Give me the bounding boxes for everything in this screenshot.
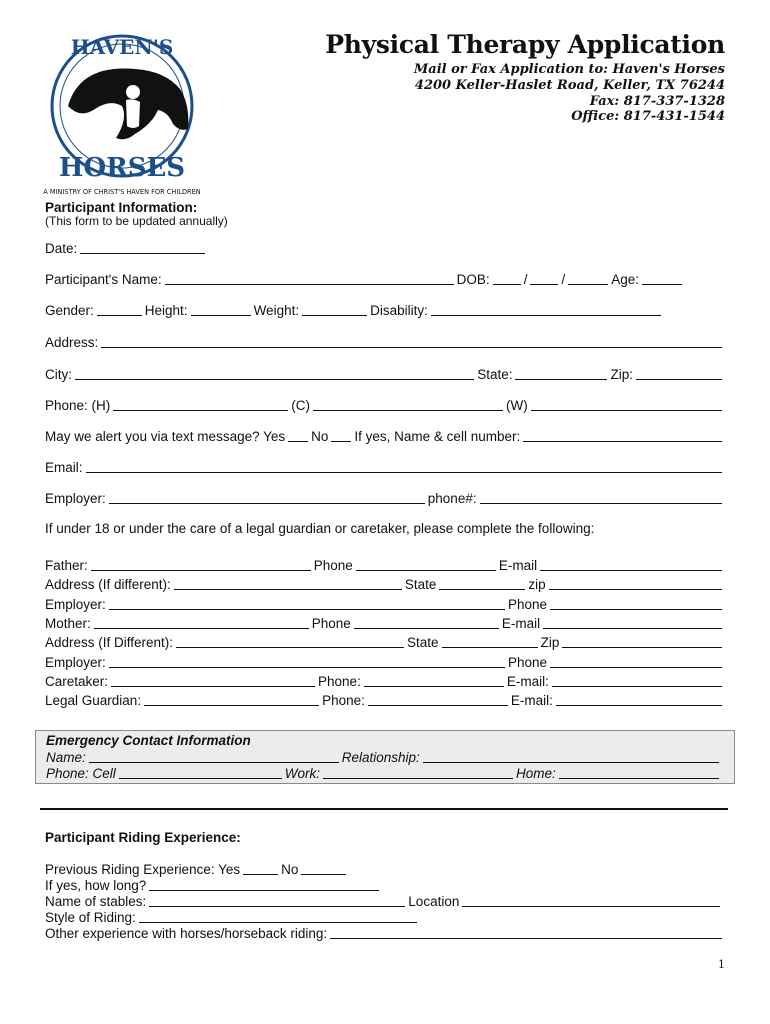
weight-label: Weight: bbox=[253, 303, 300, 318]
phone-cell-label: (C) bbox=[291, 398, 311, 413]
address-field[interactable] bbox=[101, 334, 722, 348]
city-field[interactable] bbox=[75, 366, 474, 380]
how-long-label: If yes, how long? bbox=[45, 878, 147, 893]
emergency-work-field[interactable] bbox=[323, 765, 513, 779]
previous-no-label: No bbox=[281, 862, 299, 877]
caretaker-phone-field[interactable] bbox=[364, 673, 504, 687]
other-experience-field[interactable] bbox=[330, 925, 722, 939]
address-line: 4200 Keller-Haslet Road, Keller, TX 76244 bbox=[414, 78, 725, 93]
legal-guardian-email-field[interactable] bbox=[556, 692, 722, 706]
dob-slash: / bbox=[561, 272, 566, 287]
riding-heading: Participant Riding Experience: bbox=[45, 830, 241, 845]
stables-label: Name of stables: bbox=[45, 894, 147, 909]
emergency-phone-row bbox=[46, 765, 722, 781]
dob-slash: / bbox=[523, 272, 528, 287]
date-row bbox=[45, 240, 725, 256]
father-label: Father: bbox=[45, 558, 88, 573]
mother-zip-label: Zip bbox=[540, 635, 560, 650]
participant-note: (This form to be updated annually) bbox=[45, 214, 228, 228]
employer-phone-field[interactable] bbox=[480, 490, 722, 504]
father-field[interactable] bbox=[91, 557, 311, 571]
location-field[interactable] bbox=[462, 893, 720, 907]
text-alert-question: May we alert you via text message? Yes bbox=[45, 429, 286, 444]
father-employer-row bbox=[45, 596, 725, 612]
guardian-intro: If under 18 or under the care of a legal guardian or caretaker, please complete the following: bbox=[45, 521, 595, 536]
age-label: Age: bbox=[611, 272, 639, 287]
father-employer-field[interactable] bbox=[109, 596, 505, 610]
employer-row bbox=[45, 490, 725, 506]
mother-state-field[interactable] bbox=[442, 634, 538, 648]
employer-field[interactable] bbox=[109, 490, 425, 504]
mother-address-label: Address (If Different): bbox=[45, 635, 174, 650]
father-phone-field[interactable] bbox=[356, 557, 496, 571]
age-field[interactable] bbox=[642, 271, 682, 285]
weight-field[interactable] bbox=[302, 302, 367, 316]
other-experience-row bbox=[45, 925, 725, 941]
zip-field[interactable] bbox=[636, 366, 722, 380]
employer-label: Employer: bbox=[45, 491, 106, 506]
legal-guardian-row bbox=[45, 692, 725, 708]
father-email-label: E-mail bbox=[498, 558, 538, 573]
stables-row bbox=[45, 893, 725, 909]
location-label: Location bbox=[408, 894, 460, 909]
mother-address-row bbox=[45, 634, 725, 650]
father-zip-field[interactable] bbox=[549, 576, 722, 590]
text-no-label: No bbox=[311, 429, 329, 444]
phone-row bbox=[45, 397, 725, 413]
mother-row bbox=[45, 615, 725, 631]
text-no-field[interactable] bbox=[331, 428, 351, 442]
legal-guardian-email-label: E-mail: bbox=[510, 693, 553, 708]
how-long-row bbox=[45, 877, 725, 893]
father-employer-label: Employer: bbox=[45, 597, 106, 612]
previous-yes-field[interactable] bbox=[243, 861, 278, 875]
mother-employer-phone-label: Phone bbox=[507, 655, 547, 670]
email-label: Email: bbox=[45, 460, 83, 475]
employer-phone-label: phone#: bbox=[427, 491, 477, 506]
legal-guardian-phone-label: Phone: bbox=[322, 693, 365, 708]
father-zip-label: zip bbox=[528, 577, 546, 592]
mother-employer-field[interactable] bbox=[109, 654, 505, 668]
city-label: City: bbox=[45, 367, 72, 382]
previous-riding-row bbox=[45, 861, 725, 877]
phone-work-field[interactable] bbox=[531, 397, 722, 411]
if-yes-label: If yes, Name & cell number: bbox=[354, 429, 521, 444]
emergency-contact-box bbox=[35, 730, 735, 784]
relationship-label: Relationship: bbox=[341, 750, 420, 765]
city-row bbox=[45, 366, 725, 382]
height-field[interactable] bbox=[191, 302, 251, 316]
gender-label: Gender: bbox=[45, 303, 94, 318]
father-address-label: Address (If different): bbox=[45, 577, 171, 592]
mother-zip-field[interactable] bbox=[562, 634, 722, 648]
phone-home-label: Phone: (H) bbox=[45, 398, 111, 413]
father-email-field[interactable] bbox=[540, 557, 722, 571]
mother-field[interactable] bbox=[94, 615, 309, 629]
emergency-work-label: Work: bbox=[284, 766, 321, 781]
previous-riding-label: Previous Riding Experience: Yes bbox=[45, 862, 241, 877]
caretaker-label: Caretaker: bbox=[45, 674, 109, 689]
mother-phone-field[interactable] bbox=[354, 615, 499, 629]
previous-no-field[interactable] bbox=[301, 861, 346, 875]
page-title: Physical Therapy Application bbox=[325, 30, 725, 59]
mother-address-field[interactable] bbox=[176, 634, 404, 648]
state-label: State: bbox=[477, 367, 513, 382]
caretaker-email-label: E-mail: bbox=[506, 674, 549, 689]
mother-email-label: E-mail bbox=[501, 616, 541, 631]
style-label: Style of Riding: bbox=[45, 910, 136, 925]
cell-number-field[interactable] bbox=[523, 428, 722, 442]
disability-label: Disability: bbox=[370, 303, 428, 318]
logo-top-text: HAVEN'S bbox=[70, 35, 174, 59]
emergency-home-label: Home: bbox=[516, 766, 556, 781]
mother-phone-label: Phone bbox=[311, 616, 351, 631]
office-line: Office: 817-431-1544 bbox=[571, 109, 725, 124]
father-address-field[interactable] bbox=[174, 576, 402, 590]
date-field[interactable] bbox=[80, 240, 205, 254]
participant-heading: Participant Information: bbox=[45, 200, 198, 215]
how-long-field[interactable] bbox=[149, 877, 379, 891]
name-label: Participant's Name: bbox=[45, 272, 162, 287]
mother-email-field[interactable] bbox=[543, 615, 722, 629]
disability-field[interactable] bbox=[431, 302, 661, 316]
mail-line: Mail or Fax Application to: Haven's Horses bbox=[413, 62, 725, 77]
mother-state-label: State bbox=[407, 635, 439, 650]
phone-home-field[interactable] bbox=[113, 397, 288, 411]
emergency-name-label: Name: bbox=[46, 750, 86, 765]
stables-field[interactable] bbox=[149, 893, 405, 907]
caretaker-email-field[interactable] bbox=[552, 673, 722, 687]
father-employer-phone-field[interactable] bbox=[550, 596, 722, 610]
mother-employer-label: Employer: bbox=[45, 655, 106, 670]
style-field[interactable] bbox=[139, 909, 417, 923]
dob-year-field[interactable] bbox=[568, 271, 608, 285]
logo-ring-text: A MINISTRY OF CHRIST'S HAVEN FOR CHILDREN bbox=[43, 188, 201, 196]
dob-day-field[interactable] bbox=[530, 271, 558, 285]
date-label: Date: bbox=[45, 241, 78, 256]
address-row bbox=[45, 334, 725, 350]
email-field[interactable] bbox=[86, 459, 722, 473]
legal-guardian-phone-field[interactable] bbox=[368, 692, 508, 706]
mother-employer-row bbox=[45, 654, 725, 670]
father-phone-label: Phone bbox=[313, 558, 353, 573]
father-address-row bbox=[45, 576, 725, 592]
emergency-heading: Emergency Contact Information bbox=[46, 733, 251, 748]
caretaker-phone-label: Phone: bbox=[318, 674, 361, 689]
gender-field[interactable] bbox=[97, 302, 142, 316]
legal-guardian-label: Legal Guardian: bbox=[45, 693, 142, 708]
father-state-label: State bbox=[404, 577, 437, 592]
emergency-cell-field[interactable] bbox=[119, 765, 282, 779]
other-experience-label: Other experience with horses/horseback riding: bbox=[45, 926, 328, 941]
father-row bbox=[45, 557, 725, 573]
mother-label: Mother: bbox=[45, 616, 91, 631]
zip-label: Zip: bbox=[610, 367, 633, 382]
dob-label: DOB: bbox=[456, 272, 490, 287]
style-row bbox=[45, 909, 725, 925]
address-label: Address: bbox=[45, 335, 99, 350]
height-label: Height: bbox=[144, 303, 188, 318]
caretaker-row bbox=[45, 673, 725, 689]
logo-bottom-text: HORSES bbox=[58, 153, 186, 183]
state-field[interactable] bbox=[515, 366, 607, 380]
dob-month-field[interactable] bbox=[493, 271, 521, 285]
email-row bbox=[45, 459, 725, 475]
text-alert-row bbox=[45, 428, 725, 444]
emergency-name-row bbox=[46, 749, 722, 765]
emergency-name-field[interactable] bbox=[89, 749, 339, 763]
caretaker-field[interactable] bbox=[111, 673, 315, 687]
name-row bbox=[45, 271, 725, 287]
name-field[interactable] bbox=[165, 271, 454, 285]
page-number: 1 bbox=[718, 958, 725, 971]
phone-cell-field[interactable] bbox=[313, 397, 503, 411]
havens-horses-logo bbox=[40, 14, 210, 199]
relationship-field[interactable] bbox=[423, 749, 719, 763]
gender-row bbox=[45, 302, 725, 318]
father-employer-phone-label: Phone bbox=[507, 597, 547, 612]
phone-work-label: (W) bbox=[506, 398, 528, 413]
text-yes-field[interactable] bbox=[288, 428, 308, 442]
emergency-cell-label: Phone: Cell bbox=[46, 766, 116, 781]
section-divider bbox=[40, 808, 728, 810]
fax-line: Fax: 817-337-1328 bbox=[589, 94, 725, 109]
mother-employer-phone-field[interactable] bbox=[550, 654, 722, 668]
emergency-home-field[interactable] bbox=[559, 765, 719, 779]
legal-guardian-field[interactable] bbox=[144, 692, 319, 706]
father-state-field[interactable] bbox=[439, 576, 525, 590]
